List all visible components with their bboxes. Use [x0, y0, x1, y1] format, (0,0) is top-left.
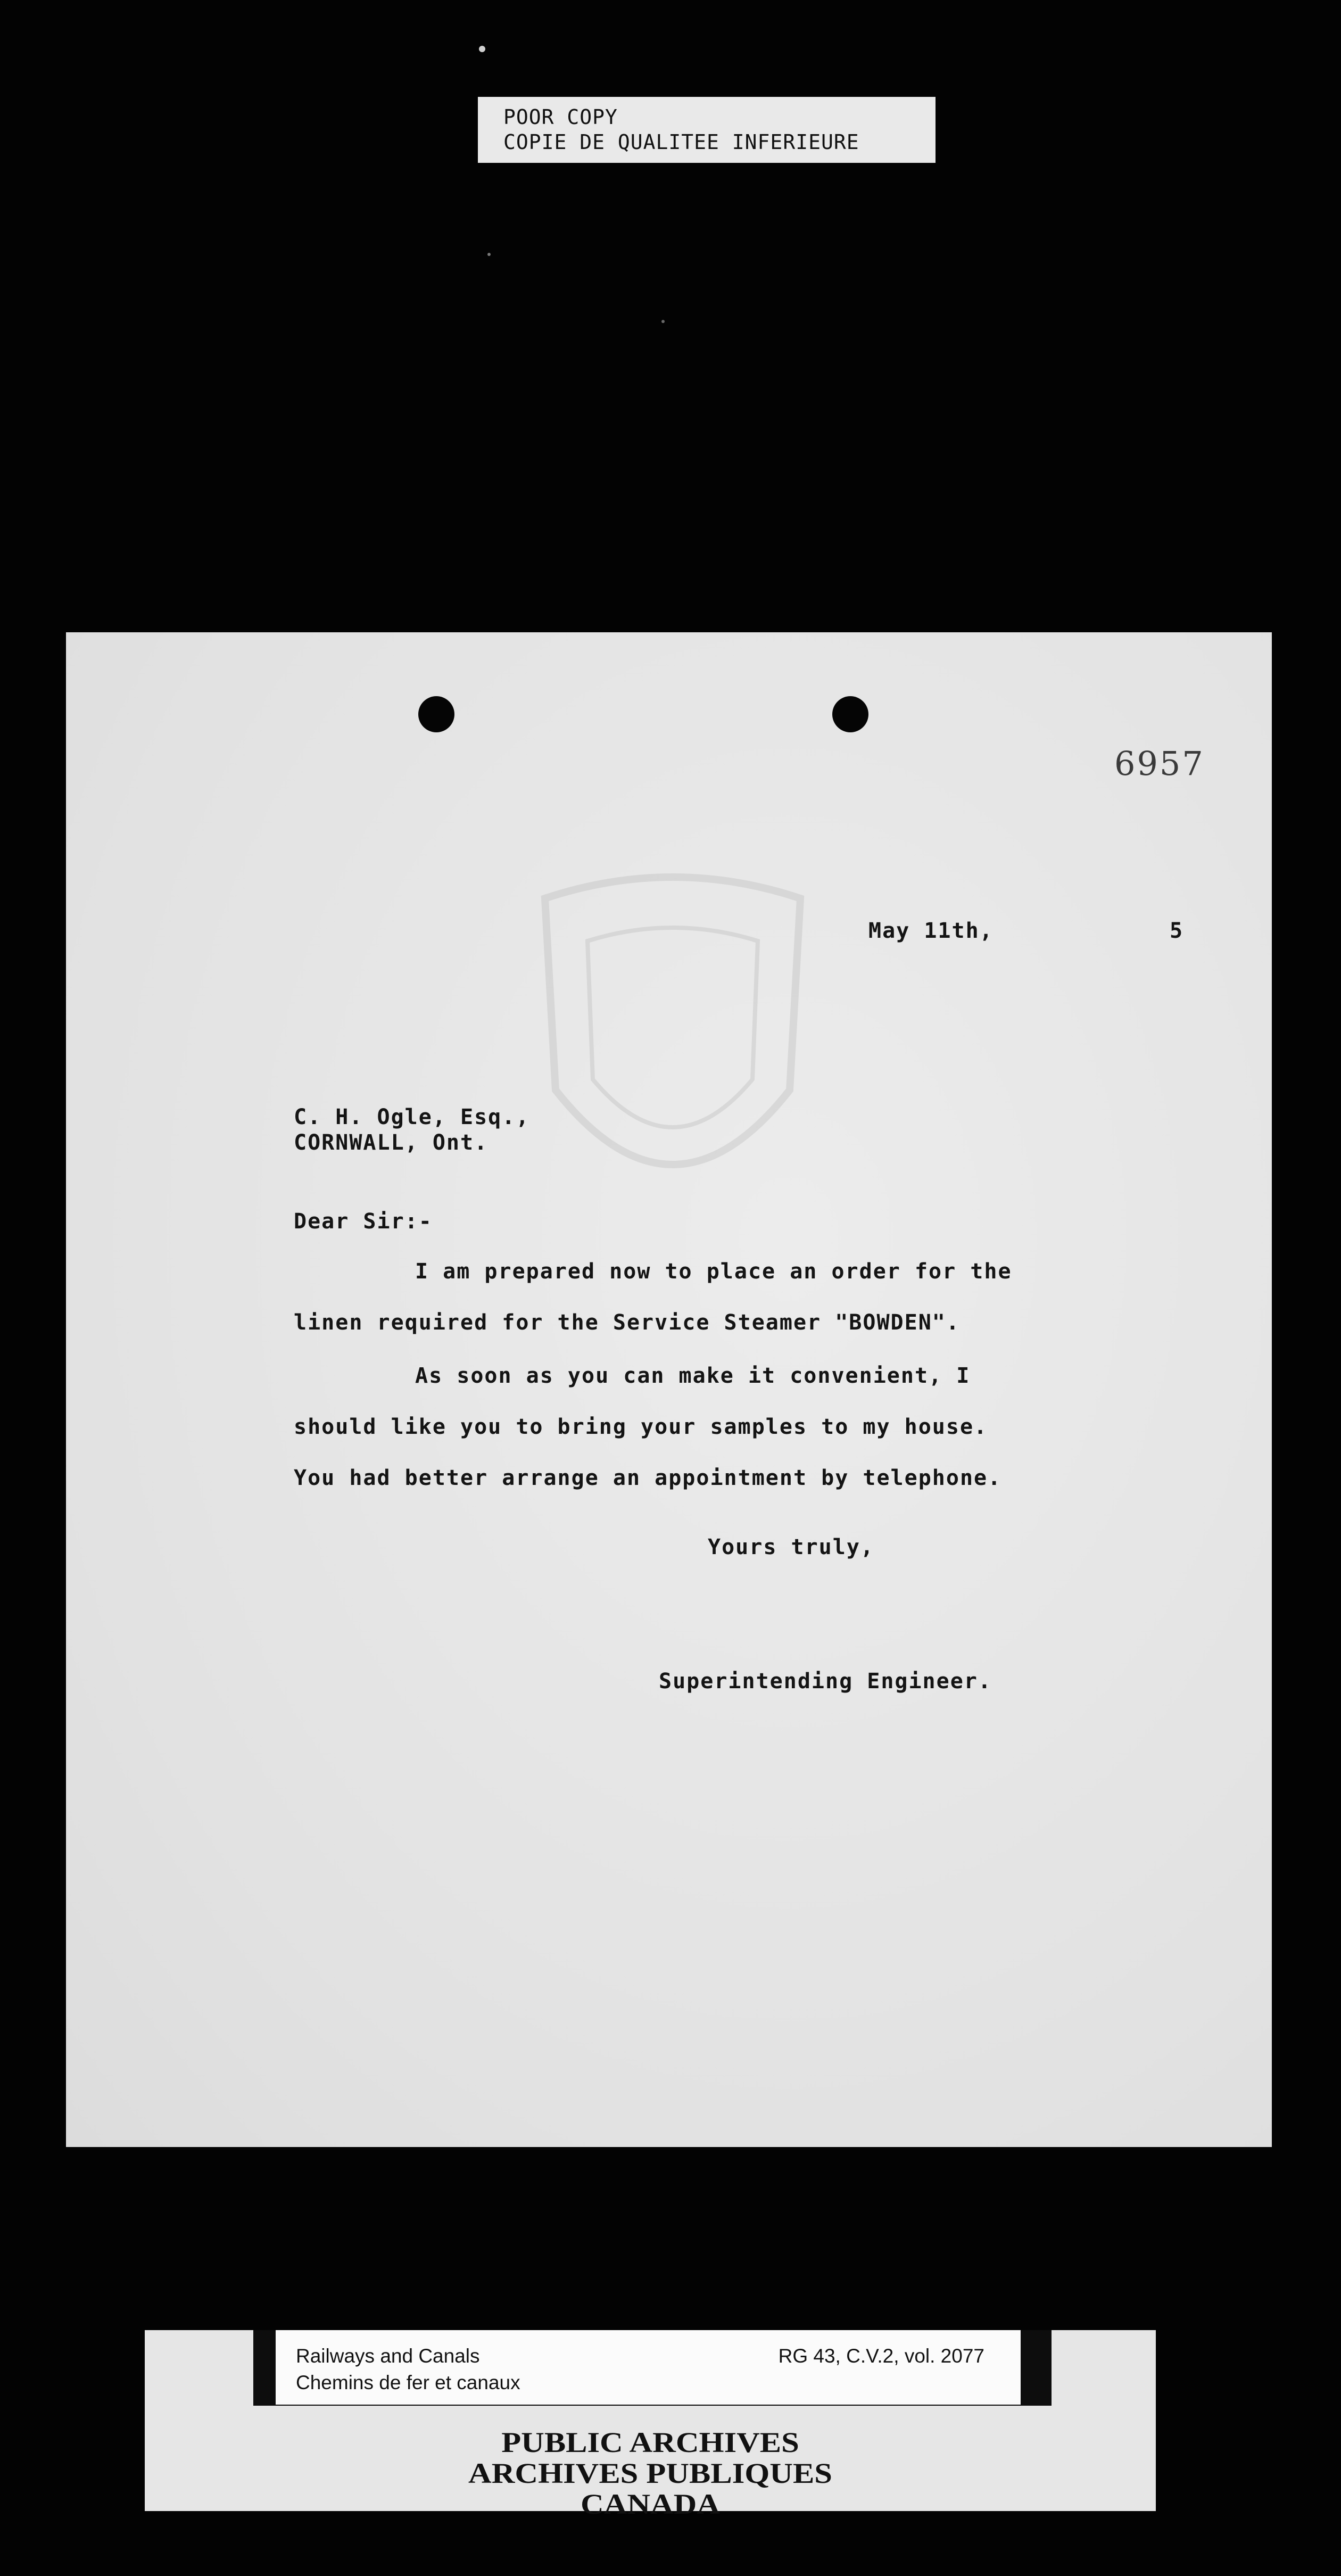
archive-reference-card: [276, 2330, 1021, 2405]
signature-title: Superintending Engineer.: [659, 1669, 992, 1694]
page-mark: 5: [1170, 919, 1184, 943]
collection-fr: Chemins de fer et canaux: [296, 2372, 520, 2393]
poor-copy-line-fr: COPIE DE QUALITEE INFERIEURE: [503, 130, 859, 154]
archive-reference: RG 43, C.V.2, vol. 2077: [778, 2345, 984, 2367]
letter-page: [66, 632, 1272, 2147]
public-archives-canada: [145, 2427, 1156, 2520]
body-line: I am prepared now to place an order for the: [415, 1259, 1012, 1284]
salutation: Dear Sir:-: [294, 1209, 433, 1234]
punch-hole: [418, 696, 454, 732]
archives-line-country: CANADA: [580, 2488, 721, 2520]
closing: Yours truly,: [708, 1535, 874, 1559]
body-line: You had better arrange an appointment by telephone.: [294, 1466, 1002, 1490]
punch-hole: [832, 696, 868, 732]
poor-copy-line-en: POOR COPY: [503, 105, 618, 129]
file-number-stamp: 6957: [1114, 744, 1205, 783]
body-line: linen required for the Service Steamer "BOWDEN".: [294, 1310, 960, 1335]
film-specks: [0, 0, 1341, 628]
recipient-name: C. H. Ogle, Esq.,: [294, 1105, 530, 1129]
body-line: should like you to bring your samples to my house.: [294, 1415, 988, 1439]
recipient-city: CORNWALL, Ont.: [294, 1130, 489, 1155]
watermark-crest-icon: [524, 866, 822, 1250]
body-line: As soon as you can make it convenient, I: [415, 1364, 971, 1388]
archives-line-en: PUBLIC ARCHIVES: [501, 2426, 799, 2458]
letter-date: May 11th,: [868, 919, 994, 943]
archives-line-fr: ARCHIVES PUBLIQUES: [468, 2457, 832, 2489]
collection-en: Railways and Canals: [296, 2345, 480, 2367]
